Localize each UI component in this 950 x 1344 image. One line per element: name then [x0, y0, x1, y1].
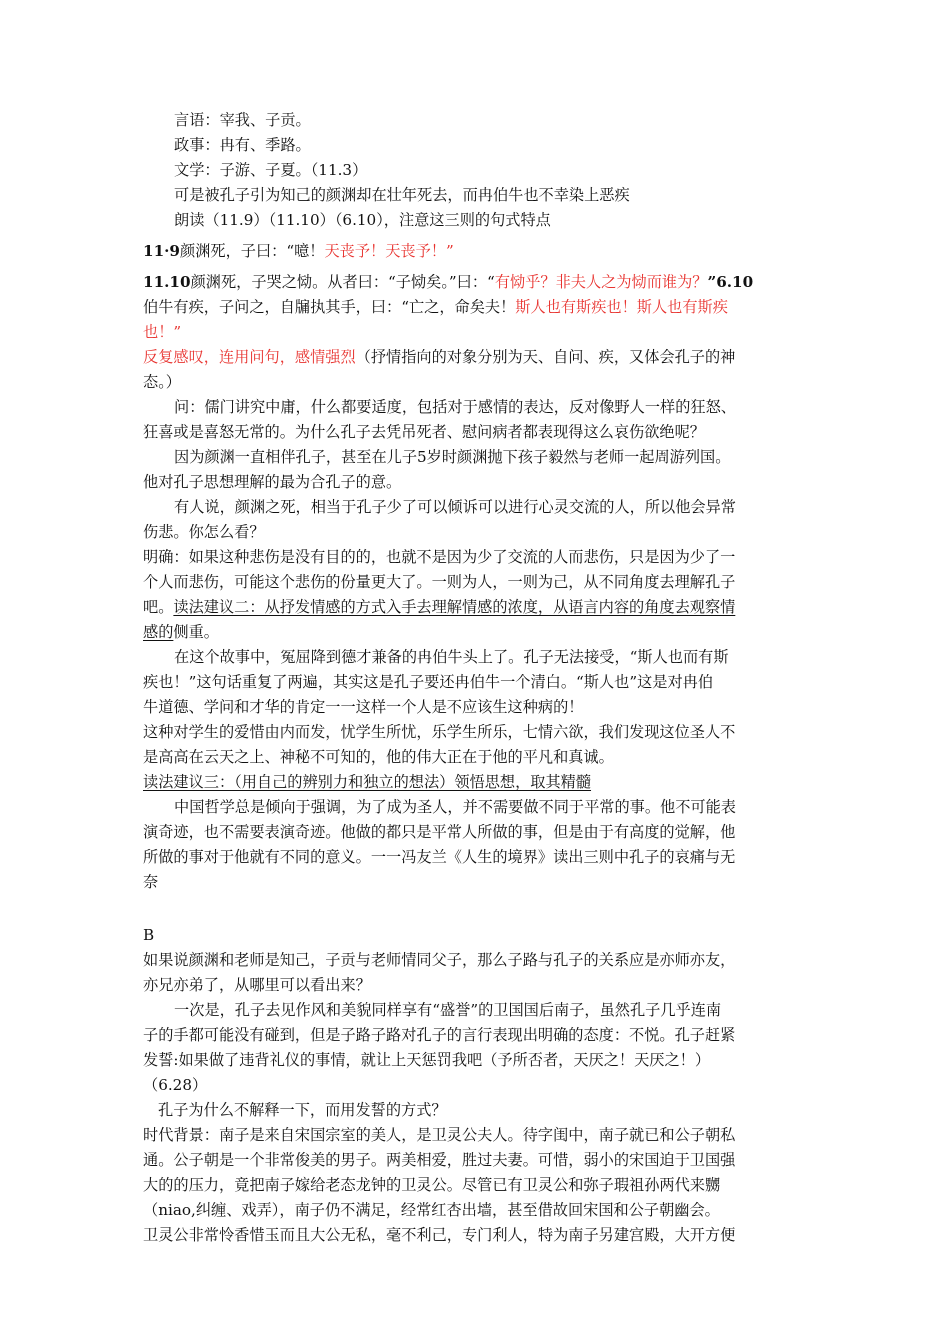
quote-number: 11·9 [143, 242, 180, 260]
paragraph-line: 牛道德、学问和才华的肯定一一这样一个人是不应该生这种病的！ [143, 698, 584, 716]
paragraph-line: 亦兄亦弟了，从哪里可以看出来？ [143, 976, 371, 994]
quote-highlight: 有恸乎？非夫人之为恸而谁为？ [494, 273, 708, 291]
quote-ref: ”6.10 [707, 273, 754, 291]
paragraph-line: 子的手都可能没有碰到，但是子路子路对孔子的言行表现出明确的态度：不悦。孔子赶紧 [143, 1026, 736, 1044]
quote-number: 11.10 [143, 273, 191, 291]
paragraph-line: 如果说颜渊和老师是知己，子贡与老师情同父子，那么子路与孔子的关系应是亦师亦友， [143, 951, 736, 969]
quote-highlight: 天丧予！天丧予！” [324, 242, 454, 260]
paragraph-line: 大的的压力，竟把南子嫁给老态龙钟的卫灵公。尽管已有卫灵公和弥子瑕祖孙两代来嬲 [143, 1176, 721, 1194]
paragraph-line: 孔子为什么不解释一下，而用发誓的方式？ [158, 1101, 447, 1119]
philosophy-block [143, 795, 815, 895]
suggestion-prefix: 吧。 [143, 598, 174, 616]
list-item: 文学：子游、子夏。（11.3） [174, 161, 368, 179]
quote-text: 伯牛有疾，子问之，自牖执其手，曰：“亡之，命矣夫！ [143, 298, 516, 316]
document-page [143, 108, 815, 1248]
quote-highlight: 也！” [143, 323, 182, 341]
quote-text: 颜渊死，子曰：“噫！ [180, 242, 325, 260]
analysis-line: 态。） [143, 373, 181, 391]
story-block [143, 645, 815, 770]
paragraph-line: 在这个故事中，冤屈降到德才兼备的冉伯牛头上了。孔子无法接受，“斯人也而有斯 [174, 648, 729, 666]
paragraph-line: 有人说，颜渊之死，相当于孔子少了可以倾诉可以进行心灵交流的人，所以他会异常 [174, 498, 736, 516]
paragraph-line: 个人而悲伤，可能这个悲伤的份量更大了。一则为人，一则为己，从不同角度去理解孔子 [143, 573, 736, 591]
quote-11-10 [143, 270, 815, 295]
paragraph-line: （niao,纠缠、戏弄），南子仍不满足，经常红杏出墙，甚至借故回宋国和公子朝幽会。 [143, 1201, 720, 1219]
paragraph-line: 是高高在云天之上、神秘不可知的，他的伟大正在于他的平凡和真诚。 [143, 748, 614, 766]
paragraph-line: 朗读（11.9）（11.10）（6.10），注意这三则的句式特点 [174, 211, 551, 229]
paragraph-line: 狂喜或是喜怒无常的。为什么孔子去凭吊死者、慰问病者都表现得这么哀伤欲绝呢？ [143, 423, 705, 441]
paragraph-line: 明确：如果这种悲伤是没有目的的，也就不是因为少了交流的人而悲伤，只是因为少了一 [143, 548, 736, 566]
reading-suggestion-2 [143, 595, 815, 620]
paragraph-line: 问：儒门讲究中庸，什么都要适度，包括对于感情的表达，反对像野人一样的狂怒、 [174, 398, 736, 416]
paragraph-line: 他对孔子思想理解的最为合孔子的意。 [143, 473, 402, 491]
paragraph-line: （6.28） [143, 1076, 208, 1094]
suggestion-underlined: 读法建议二：从抒发情感的方式入手去理解情感的浓度，从语言内容的角度去观察情 [173, 598, 736, 616]
analysis-text: （抒情指向的对象分别为天、自问、疾，又体会孔子的神 [355, 348, 736, 366]
paragraph-line: 卫灵公非常怜香惜玉而且大公无私，毫不利己，专门利人，特为南子另建宫殿，大开方便 [143, 1226, 736, 1244]
section-heading-b: B [143, 926, 155, 944]
paragraph-line: 伤悲。你怎么看？ [143, 523, 265, 541]
paragraph-line: 通。公子朝是一个非常俊美的男子。两美相爱，胜过夫妻。可惜，弱小的宋国迫于卫国强 [143, 1151, 736, 1169]
reading-suggestion-2-cont [143, 620, 815, 645]
suggestion-underlined: 感的 [143, 623, 174, 641]
paragraph-line: 演奇迹，也不需要表演奇迹。他做的都只是平常人所做的事，但是由于有高度的觉解，他 [143, 823, 736, 841]
suggestion-underlined: 读法建议三：（用自己的辨别力和独立的想法）领悟思想，取其精髓 [143, 773, 592, 791]
list-item: 政事：冉有、季路。 [174, 136, 311, 154]
quote-text: 颜渊死，子哭之恸。从者曰：“子恸矣。”曰：“ [190, 273, 495, 291]
paragraph-line: 一次是，孔子去见作风和美貌同样享有“盛誉”的卫国国后南子，虽然孔子几乎连南 [174, 1001, 722, 1019]
reading-suggestion-3 [143, 770, 815, 795]
paragraph-line: 因为颜渊一直相伴孔子，甚至在儿子5岁时颜渊抛下孩子毅然与老师一起周游列国。 [174, 448, 731, 466]
quote-highlight: 斯人也有斯疾也！斯人也有斯疾 [515, 298, 728, 316]
section-b-block [143, 948, 815, 1248]
paragraph-line: 疾也！”这句话重复了两遍，其实这是孔子要还冉伯牛一个清白。“斯人也”这是对冉伯 [143, 673, 714, 691]
paragraph-line: 时代背景：南子是来自宋国宗室的美人，是卫灵公夫人。待字闺中，南子就已和公子朝私 [143, 1126, 736, 1144]
paragraph-line: 这种对学生的爱惜由内而发，忧学生所忧，乐学生所乐，七情六欲，我们发现这位圣人不 [143, 723, 736, 741]
analysis-highlight: 反复感叹，连用问句，感情强烈 [143, 348, 356, 366]
paragraph-line: 所做的事对于他就有不同的意义。一一冯友兰《人生的境界》读出三则中孔子的哀痛与无 [143, 848, 736, 866]
quote-11-9 [143, 239, 815, 264]
suggestion-suffix: 侧重。 [173, 623, 219, 641]
list-item: 言语：宰我、子贡。 [174, 111, 311, 129]
paragraph-line: 发誓:如果做了违背礼仪的事情，就让上天惩罚我吧（予所否者，天厌之！天厌之！） [143, 1051, 711, 1069]
quote-6-10 [143, 295, 815, 320]
disciples-list [143, 108, 815, 233]
paragraph-line: 奈 [143, 873, 159, 891]
paragraph-line: 可是被孔子引为知己的颜渊却在壮年死去，而冉伯牛也不幸染上恶疾 [174, 186, 630, 204]
discussion-block [143, 395, 815, 595]
quote-6-10-end [143, 320, 815, 345]
analysis-line [143, 345, 815, 370]
paragraph-line: 中国哲学总是倾向于强调，为了成为圣人，并不需要做不同于平常的事。他不可能表 [174, 798, 736, 816]
